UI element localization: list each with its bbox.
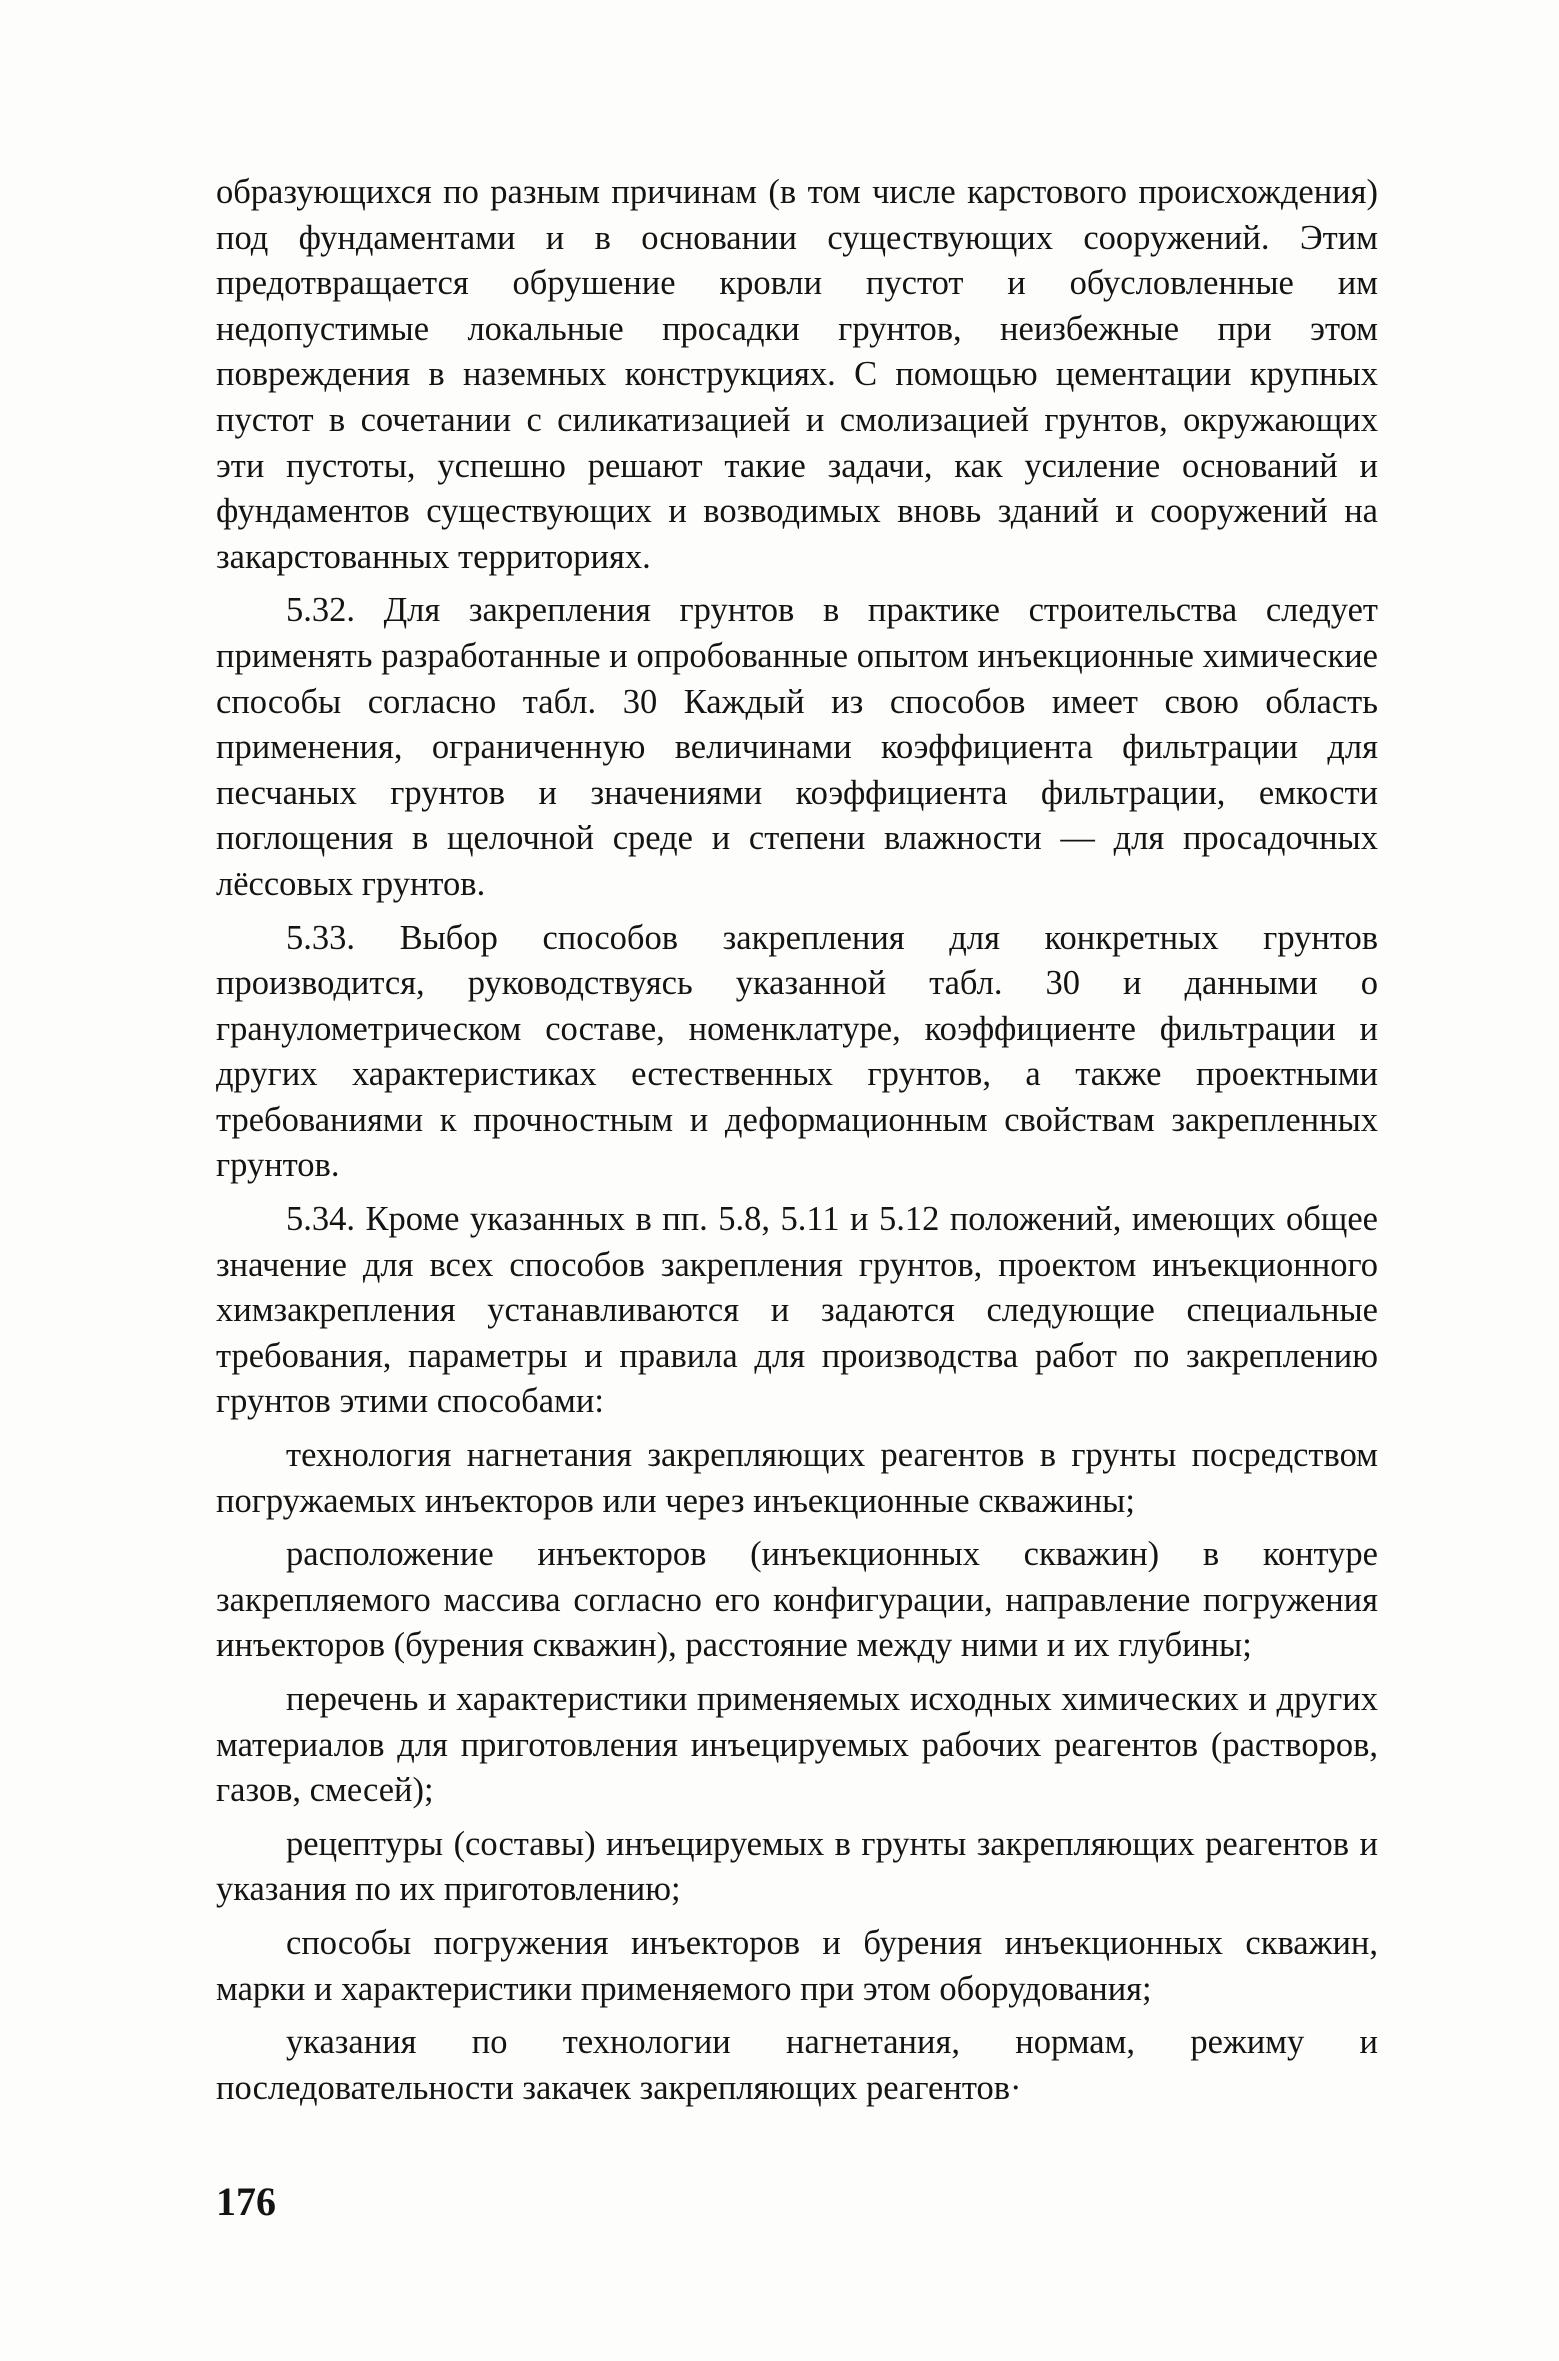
list-item-injector-layout: расположение инъекторов (инъекционных скважин) в контуре закрепляемого массива согласно его конфигурации, направление погружения инъекторов (бурения скважин), расстояние между ними и их глубины;	[216, 1535, 1378, 1665]
list-item-recipes: рецептуры (составы) инъецируемых в грунты закрепляющих реагентов и указания по их приготовлению;	[216, 1824, 1378, 1909]
page-number: 176	[216, 2179, 276, 2224]
list-item-injection-instructions: указания по технологии нагнетания, нормам, режиму и последовательности закачек закрепляющих реагентов·	[216, 2023, 1378, 2107]
paragraph-5-34: 5.34. Кроме указанных в пп. 5.8, 5.11 и 5.12 положений, имеющих общее значение для всех способов закрепления грунтов, проектом инъекционного химзакрепления устанавливаются и задаются следующие специальные требования, параметры и правила для производства работ по закреплению грунтов этими способами:	[216, 1200, 1378, 1421]
list-item-drilling-methods: способы погружения инъекторов и бурения инъекционных скважин, марки и характеристики применяемого при этом оборудования;	[216, 1923, 1378, 2008]
paragraph-5-33: 5.33. Выбор способов закрепления для конкретных грунтов производится, руководствуясь указанной табл. 30 и данными о гранулометрическом составе, номенклатуре, коэффициенте фильтрации и других характеристиках естественных грунтов, а также проектными требованиями к прочностным и деформационным свойствам закрепленных грунтов.	[216, 918, 1378, 1185]
list-item-materials: перечень и характеристики применяемых исходных химических и других материалов для приготовления инъецируемых рабочих реагентов (растворов, газов, смесей);	[216, 1680, 1378, 1810]
paragraph-5-32: 5.32. Для закрепления грунтов в практике строительства следует применять разработанные и опробованные опытом инъекционные химические способы согласно табл. 30 Каждый из способов имеет свою область применения, ограниченную величинами коэффициента фильтрации для песчаных грунтов и значениями коэффициента фильтрации, емкости поглощения в щелочной среде и степени влажности — для просадочных лёссовых грунтов.	[216, 591, 1378, 903]
list-item-injection-technology: технология нагнетания закрепляющих реагентов в грунты посредством погружаемых инъекторов или через инъекционные скважины;	[216, 1436, 1378, 1520]
body-text	[216, 170, 1378, 2111]
paragraph-continuation: образующихся по разным причинам (в том числе карстового происхождения) под фундаментами и в основании существующих сооружений. Этим предотвращается обрушение кровли пустот и обусловленные им недопустимые локальные просадки грунтов, неизбежные при этом повреждения в наземных конструкциях. С помощью цементации крупных пустот в сочетании с силикатизацией и смолизацией грунтов, окружающих эти пустоты, успешно решают такие задачи, как усиление оснований и фундаментов существующих и возводимых вновь зданий и сооружений на закарстованных территориях.	[216, 173, 1378, 576]
